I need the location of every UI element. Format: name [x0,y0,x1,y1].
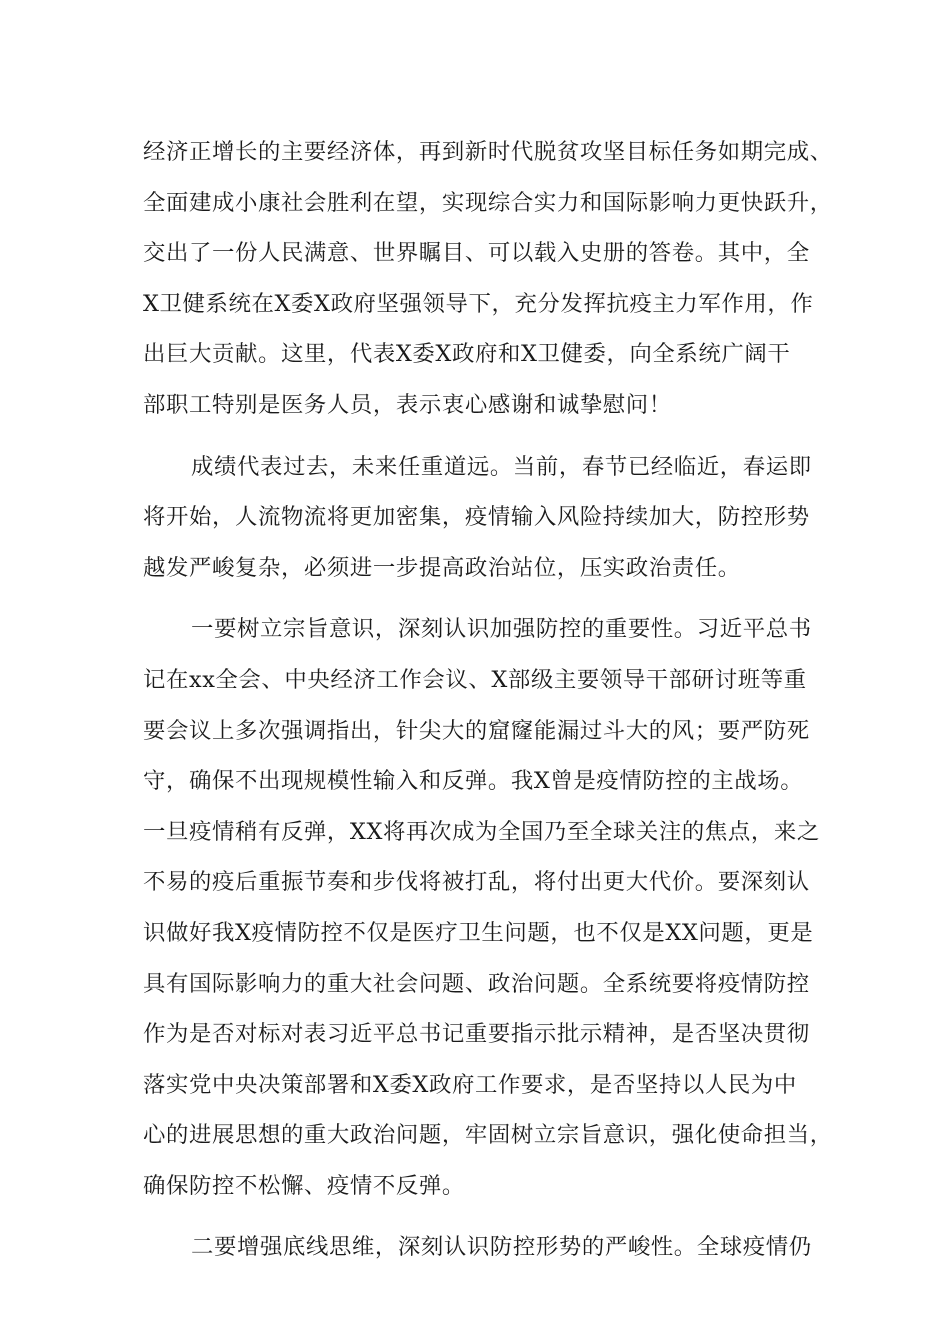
text-line: 不易的疫后重振节奏和步伐将被打乱，将付出更大代价。要深刻认 [143,869,810,896]
text-line: 确保防控不松懈、疫情不反弹。 [143,1172,465,1199]
text-line: 部职工特别是医务人员，表示衷心感谢和诚挚慰问！ [143,391,672,418]
paragraph-2 [143,442,823,594]
text-line: 落实党中央决策部署和X委X政府工作要求，是否坚持以人民为中 [143,1071,797,1098]
text-line: 作为是否对标对表习近平总书记重要指示批示精神，是否坚决贯彻 [143,1021,810,1048]
text-line: 出巨大贡献。这里，代表X委X政府和X卫健委，向全系统广阔干 [143,341,791,368]
text-line: 记在xx全会、中央经济工作会议、X部级主要领导干部研讨班等重 [143,666,807,693]
text-line: 经济正增长的主要经济体，再到新时代脱贫攻坚目标任务如期完成、 [143,139,833,165]
paragraph-3 [143,604,833,1211]
text-line: 交出了一份人民满意、世界瞩目、可以载入史册的答卷。其中，全 [143,240,810,267]
text-line: 识做好我X疫情防控不仅是医疗卫生问题，也不仅是XX问题，更是 [143,919,814,946]
text-line: 全面建成小康社会胜利在望，实现综合实力和国际影响力更快跃升， [143,189,833,216]
text-line: 具有国际影响力的重大社会问题、政治问题。全系统要将疫情防控 [143,970,810,997]
text-line: 越发严峻复杂，必须进一步提高政治站位，压实政治责任。 [143,554,741,581]
text-line: 守，确保不出现规模性输入和反弹。我X曾是疫情防控的主战场。 [143,768,804,795]
text-line: 一旦疫情稍有反弹，XX将再次成为全国乃至全球关注的焦点，来之 [143,818,820,845]
text-line: 二要增强底线思维，深刻认识防控形势的严峻性。全球疫情仍 [191,1234,812,1261]
paragraph-1 [143,127,833,431]
text-line: X卫健系统在X委X政府坚强领导下，充分发挥抗疫主力军作用，作 [143,290,814,317]
text-line: 要会议上多次强调指出，针尖大的窟窿能漏过斗大的风；要严防死 [143,717,810,744]
paragraph-4 [143,1222,823,1273]
text-line: 一要树立宗旨意识，深刻认识加强防控的重要性。习近平总书 [191,616,812,643]
text-line: 心的进展思想的重大政治问题，牢固树立宗旨意识，强化使命担当， [143,1122,833,1149]
text-line: 成绩代表过去，未来任重道远。当前，春节已经临近，春运即 [191,453,812,480]
text-line: 将开始，人流物流将更加密集，疫情输入风险持续加大，防控形势 [143,504,810,531]
document-body [143,127,833,1273]
